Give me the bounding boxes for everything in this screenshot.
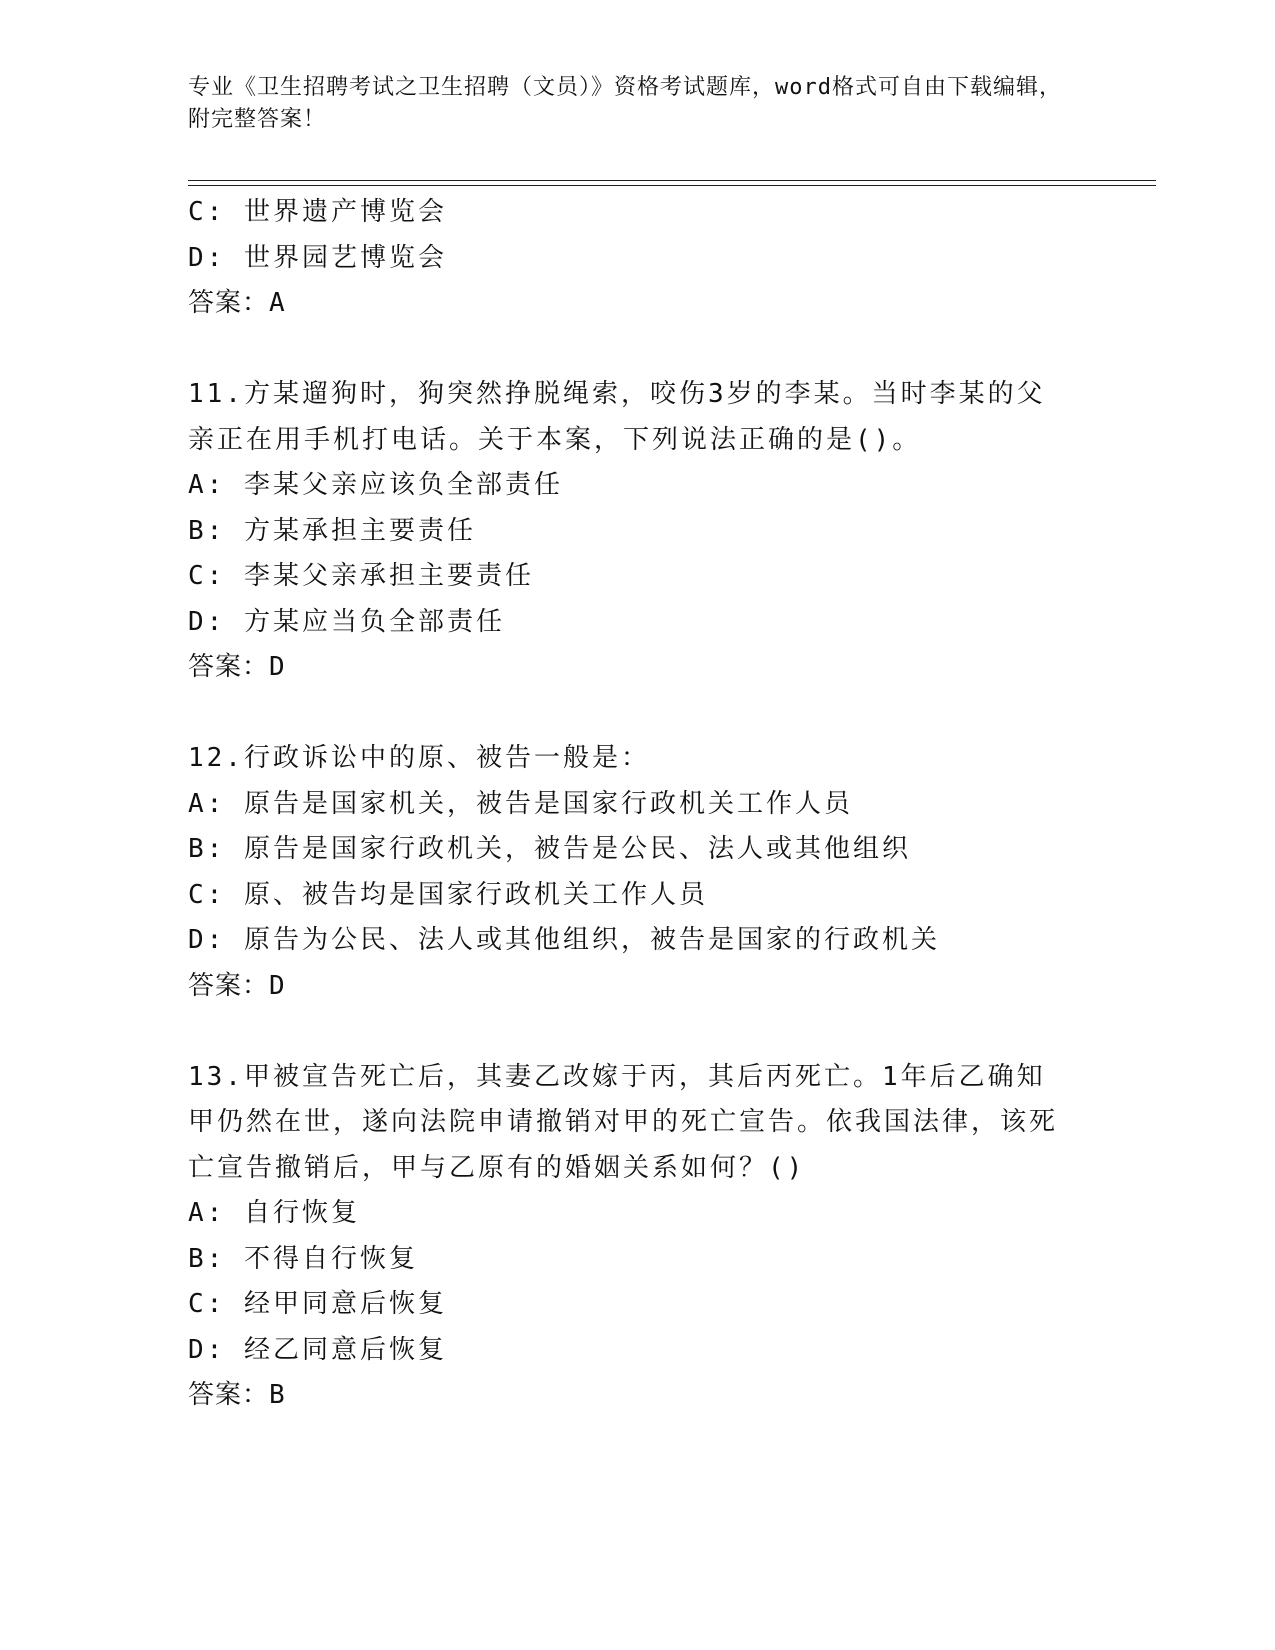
option-c [188,554,1088,600]
option-c [188,873,1088,919]
question-11 [188,372,1088,691]
answer-value: D [269,970,285,1001]
option-label: A: [188,788,226,819]
answer-line [188,964,1088,1010]
header-divider [188,180,1156,186]
answer-line [188,1373,1088,1419]
answer-line [188,281,1088,327]
option-text: 原告是国家行政机关，被告是公民、法人或其他组织 [243,834,911,864]
option-label: D: [188,606,226,637]
answer-line [188,645,1088,691]
option-text: 方某承担主要责任 [243,515,476,546]
option-text: 原告是国家机关，被告是国家行政机关工作人员 [243,788,853,819]
answer-label: 答案： [188,970,270,1001]
question-list [188,190,1088,1419]
option-text: 经甲同意后恢复 [243,1289,447,1319]
option-label: D: [188,925,226,955]
option-label: C: [188,561,226,591]
option-text: 世界遗产博览会 [243,197,447,227]
question-stem: 11.方某遛狗时，狗突然挣脱绳索，咬伤3岁的李某。当时李某的父亲正在用手机打电话。关于本案，下列说法正确的是()。 [188,379,1046,455]
option-label: A: [188,1198,226,1228]
option-a [188,463,1088,509]
option-label: A: [188,470,226,500]
answer-label: 答案： [188,1380,270,1410]
answer-label: 答案： [188,288,270,318]
option-c [188,190,1088,236]
option-label: B: [188,834,226,864]
option-label: C: [188,197,226,227]
option-text: 方某应当负全部责任 [243,606,505,637]
option-text: 李某父亲承担主要责任 [243,561,534,591]
option-a [188,1191,1088,1237]
answer-value: D [269,652,285,682]
option-b [188,509,1088,555]
question-stem: 12.行政诉讼中的原、被告一般是： [188,743,650,773]
answer-value: B [269,1380,285,1410]
prev-question-tail [188,190,1088,327]
option-a [188,782,1088,828]
answer-value: A [269,288,285,318]
page-header: 专业《卫生招聘考试之卫生招聘（文员）》资格考试题库，word格式可自由下载编辑，附完整答案！ [188,75,1062,132]
option-label: D: [188,1334,226,1365]
option-c [188,1282,1088,1328]
option-label: B: [188,515,226,546]
option-text: 原、被告均是国家行政机关工作人员 [243,879,708,910]
option-text: 不得自行恢复 [243,1243,418,1274]
option-d [188,236,1088,282]
option-text: 经乙同意后恢复 [243,1334,447,1365]
answer-label: 答案： [188,652,270,682]
option-label: D: [188,242,226,273]
option-text: 世界园艺博览会 [243,242,447,273]
option-label: C: [188,879,226,910]
option-text: 李某父亲应该负全部责任 [243,470,563,500]
option-d [188,600,1088,646]
question-13 [188,1055,1088,1419]
option-text: 原告为公民、法人或其他组织，被告是国家的行政机关 [243,925,940,955]
option-text: 自行恢复 [243,1198,360,1228]
option-b [188,1237,1088,1283]
option-b [188,827,1088,873]
option-label: C: [188,1289,226,1319]
option-label: B: [188,1243,226,1274]
question-12 [188,736,1088,1009]
option-d [188,918,1088,964]
question-stem: 13.甲被宣告死亡后，其妻乙改嫁于丙，其后丙死亡。1年后乙确知甲仍然在世，遂向法院申请撤销对甲的死亡宣告。依我国法律，该死亡宣告撤销后，甲与乙原有的婚姻关系如何？() [188,1061,1059,1183]
option-d [188,1328,1088,1374]
